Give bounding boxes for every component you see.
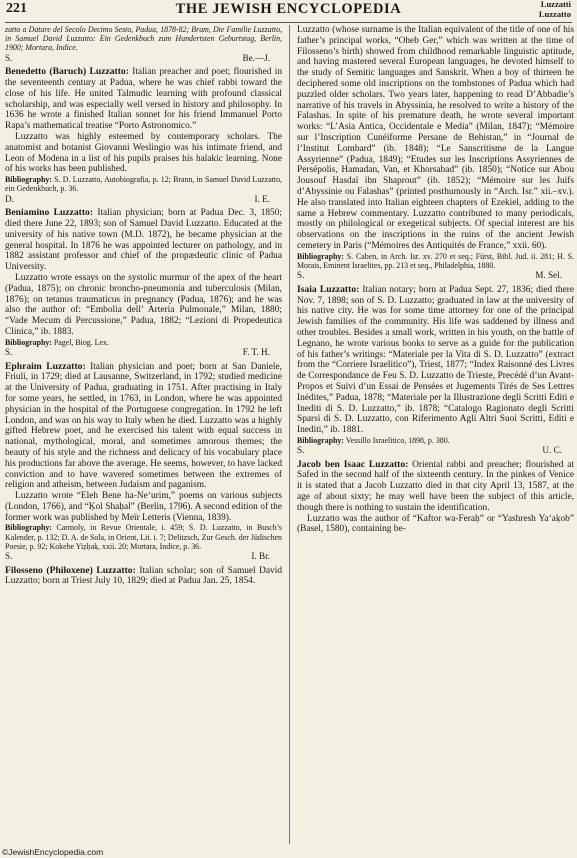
- bibliography-text: Vessillo Israelitico, 1898, p. 380.: [343, 435, 450, 445]
- bibliography-text: Carmoly, in Revue Orientale, i. 459; S. D. Luzzatto, in Busch’s Kalender, p. 132; D. A. de Sola, in Orient, Lit. i. 7; Delitzsch, Zur Gesch. der Jüdischen Poesie, p. 92; Kokebe Yiẓḥaḳ, xxii. 20; Mortara, Indice, p. 36.: [5, 523, 282, 551]
- header-rule: [5, 22, 572, 23]
- article-jacob: [297, 460, 574, 536]
- catchword-last: Luzzatto: [538, 8, 571, 19]
- bibliography-text: S. Caben, in Arch. Isr. xv. 270 et seq.; Fürst, Bibl. Jud. ii. 281; H. S. Morais, Eminent Israelites, pp. 213 et seq., Philadelphia, 1880.: [297, 251, 574, 270]
- catchwords: [539, 0, 571, 19]
- article-text: Italian preacher and poet; flourished in the seventeenth century at Padua, where he was chief rabbi toward the close of his life. He united Talmudic learning with profound classical scholarship, and was especially well versed in history and philosophy. In 1636 he wrote a finished Italian sonnet for his friend Immanuel Porto Rapa’s mathematical treatise “Porto Astronomico.”: [5, 67, 282, 132]
- bibliography: [5, 175, 282, 193]
- signature-line: [5, 347, 282, 358]
- article-paragraph: [297, 285, 574, 436]
- article-text: Italian notary; born at Padua Sept. 27, 1836; died there Nov. 7, 1898; son of S. D. Luzzatto; graduated in law at the university of his native city. He was for some time attorney for one of the principal Jewish families of the community. His life was saddened by illness and other troubles. Besides a small work, written in his youth, on the battle of Legnano, he wrote various books to serve as a guide for the publication of his father’s writings: “Materiale per la Vita di S. D. Luzzatto” (extract from the “Corriere Israelitico”), Triest, 1877; “Index Raisonné des Livres de Correspondance de Feu S. D. Luzzatto de Trieste, Precédé d’un Avant-Propos et Suivi d’un Essai de Pensées et Jugements Tirés de Ses Lettres Inédites,” Padua, 1878; “Materiale per la Illustrazione degli Scritti Editi e Inediti di S. D. Luzzatto,” ib. 1878; “Catalogo Ragionato degli Scritti Sparsi di S. D. Luzzatto, con Riferimento Agli Altri Suoi Scritti, Editi e Inediti,” ib. 1881.: [297, 284, 574, 436]
- article-paragraph-continued: Luzzatto (whose surname is the Italian equivalent of the title of one of his father’s principal works, “Oheb Ger,” which was written at the time of Filosseno’s birth) showed from childhood remarkable linguistic aptitude, and having mastered several European languages, he devoted himself to the study of Semitic languages and Sanskrit. When a boy of thirteen he deciphered some old inscriptions on the tombstones of Padua which had puzzled older scholars. Two years later, happening to read D’Abbadie’s narrative of his travels in Abyssinia, he resolved to write a history of the Falashas. In spite of his premature death, he wrote several important works: “L’Asia Antica, Occidentale e Media” (Milan, 1847); “Mémoire sur l’Inscription Cunéiforme Persane de Behistan,” in “Journal de l’Institut Lombard” (ib. 1848); “Le Sanscritisme de la Langue Assyrienne” (Padua, 1849); “Etudes sur les Inscriptions Assyriennes de Persépolis, Hamadan, Van, et Khorsabad” (ib. 1850); “Notice sur Abou Jousouf Hasdaï ibn Shaprout” (ib. 1852); “Mémoire sur les Juifs d’Abyssinie ou Falashas” (printed posthumously in “Arch. Isr.” xii.–xv.). He also translated into Italian eighteen chapters of Ezekiel, adding to the same a Hebrew commentary. Luzzatto contributed to many periodicals, mostly on philological or exegetical subjects. Of special interest are his observations on the inscriptions in the ruins of the ancient Jewish cemetery in Paris (“Mémoires des Antiquités de France,” xxii. 60).: [297, 25, 574, 251]
- article-paragraph: Luzzatto was the author of “Kaftor wa-Feraḥ” or “Yashresh Ya‘aḳob” (Basel, 1580), containing be-: [297, 513, 574, 535]
- signature-initial: S.: [5, 52, 13, 63]
- column-divider: [289, 25, 290, 844]
- signature-line: [297, 270, 574, 281]
- article-paragraph: [5, 208, 282, 273]
- article-benedetto: [5, 67, 282, 204]
- page-number: 221: [6, 1, 27, 16]
- signature-author: F. T. H.: [242, 346, 270, 357]
- article-paragraph: Luzzatto was highly esteemed by contemporary scholars. The anatomist and botanist Giovanni Weslingio was his intimate friend, and Leon of Modena in a list of his pupils praises his halakic learning. None of his works has been published.: [5, 131, 282, 175]
- bibliography-label: Bibliography:: [297, 435, 344, 445]
- signature-initial: S.: [297, 270, 305, 281]
- bibliography-label: Bibliography:: [297, 251, 344, 261]
- bibliography-continued: zatto a Datare del Secolo Decimo Sesto, Padua, 1878-82; Bram, Die Familie Luzzatto, in Samuel David Luzzatto: Ein Gedenkbuch zum Hundertsten Geburtstag, Berlin, 1900; Mortara, Indice.: [5, 25, 282, 53]
- signature-author: I. E.: [254, 193, 270, 204]
- article-filosseno: [5, 566, 282, 588]
- article-headword: Benedetto (Baruch) Luzzatto:: [5, 66, 129, 78]
- signature-initial: S.: [5, 346, 13, 357]
- running-title: THE JEWISH ENCYCLOPEDIA: [175, 1, 402, 17]
- article-beniamino: [5, 208, 282, 357]
- bibliography: [5, 523, 282, 551]
- bibliography-label: Bibliography:: [5, 523, 52, 533]
- signature-line: [5, 53, 282, 64]
- signature-initial: S.: [297, 445, 305, 456]
- article-text: Italian physician and poet; born at San Daniele, Friuli, in 1729; died at Lausanne, Switzerland, in 1792; studied medicine at the University of Padua, graduating in 1751. After practising in Italy for some years, he settled, in 1763, in London, where he was appointed physician in the hospital of the Portuguese congregation. In 1792 he left London, and was on his way to Italy when he died. Luzzatto was a highly gifted Hebrew poet, and he exercised his talent with equal success in national, mythological, moral, and sometimes amorous themes; the beauty of his style and the richness and delicacy of his vocabulary place his productions far above the average. He seems, however, to have lacked conviction and to have wavered sometimes between the extremes of religion and atheism, between Judaism and paganism.: [5, 361, 282, 491]
- bibliography-text: S. D. Luzzatto, Autobiografia, p. 12; Brann, in Samuel David Luzzatto, ein Gedenkbuch, p. 36.: [5, 175, 282, 194]
- catchword-first: Luzzatti: [540, 0, 571, 9]
- article-paragraph: [297, 460, 574, 514]
- article-text: Oriental rabbi and preacher; flourished at Safed in the second half of the sixteenth century. In the pinkes of Venice it is stated that a Jacob Luzzatto died in that city April 13, 1587, at the age of about sixty; he may well have been the subject of this article, though there is nothing to sustain the identification.: [297, 459, 575, 513]
- article-headword: Jacob ben Isaac Luzzatto:: [297, 458, 409, 470]
- bibliography: [297, 252, 574, 270]
- signature-line: [5, 194, 282, 205]
- article-headword: Ephraim Luzzatto:: [5, 360, 86, 372]
- article-paragraph: Luzzatto wrote “Eleh Bene ha-Ne‘urim,” poems on various subjects (London, 1766), and “Ḳol Shaḥal” (Berlin, 1796). A second edition of the former work was published by Meïr Letteris (Vienna, 1839).: [5, 491, 282, 523]
- article-text: Italian scholar; son of Samuel David Luzzatto; born at Triest July 10, 1829; died at Padua Jan. 25, 1854.: [5, 565, 282, 587]
- bibliography-text: Pagel, Biog. Lex.: [51, 337, 109, 347]
- signature-initial: S.: [5, 551, 13, 562]
- signature-author: Be.—J.: [242, 52, 270, 63]
- signature-initial: D.: [5, 193, 14, 204]
- article-paragraph: [5, 67, 282, 132]
- left-column: [5, 25, 282, 587]
- bibliography: [5, 338, 282, 347]
- signature-line: [297, 445, 574, 456]
- article-text: Italian physician; born at Padua Dec. 3, 1850; died there June 22, 1893; son of Samuel David Luzzatto. Educated at the university of his native town (M.D. 1872), he became physician at the general hospital. In 1876 he was appointed lecturer on pathology, and in 1882 assistant professor and chief of the propædeutic clinic of Padua University.: [5, 208, 282, 273]
- right-column: [297, 25, 574, 535]
- article-headword: Beniamino Luzzatto:: [5, 207, 94, 219]
- bibliography-label: Bibliography:: [5, 175, 52, 185]
- article-ephraim: [5, 362, 282, 562]
- article-paragraph: [5, 566, 282, 588]
- copyright-footer: ©JewishEncyclopedia.com: [2, 847, 104, 857]
- article-isaia: [297, 285, 574, 456]
- bibliography: [297, 436, 574, 445]
- signature-author: I. Br.: [251, 551, 270, 562]
- article-headword: Filosseno (Philoxene) Luzzatto:: [5, 564, 136, 576]
- page-header: [6, 0, 571, 22]
- article-paragraph: [5, 362, 282, 492]
- article-headword: Isaia Luzzatto:: [297, 283, 360, 295]
- signature-line: [5, 551, 282, 562]
- signature-author: U. C.: [542, 445, 562, 456]
- article-paragraph: Luzzatto wrote essays on the systolic murmur of the apex of the heart (Padua, 1875); on chronic broncho-pneumonia and tuberculosis (Milan, 1876); on tetanus traumaticus in pregnancy (Padua, 1876); and he was also the author of: “Embolia dell’ Arteria Pulmonale,” Milan, 1880; “Vade Mecum di Percussione,” Padua, 1882; “Lezioni di Propedeutica Clinica,” ib. 1883.: [5, 272, 282, 337]
- signature-author: M. Sel.: [535, 270, 562, 281]
- bibliography-label: Bibliography:: [5, 337, 52, 347]
